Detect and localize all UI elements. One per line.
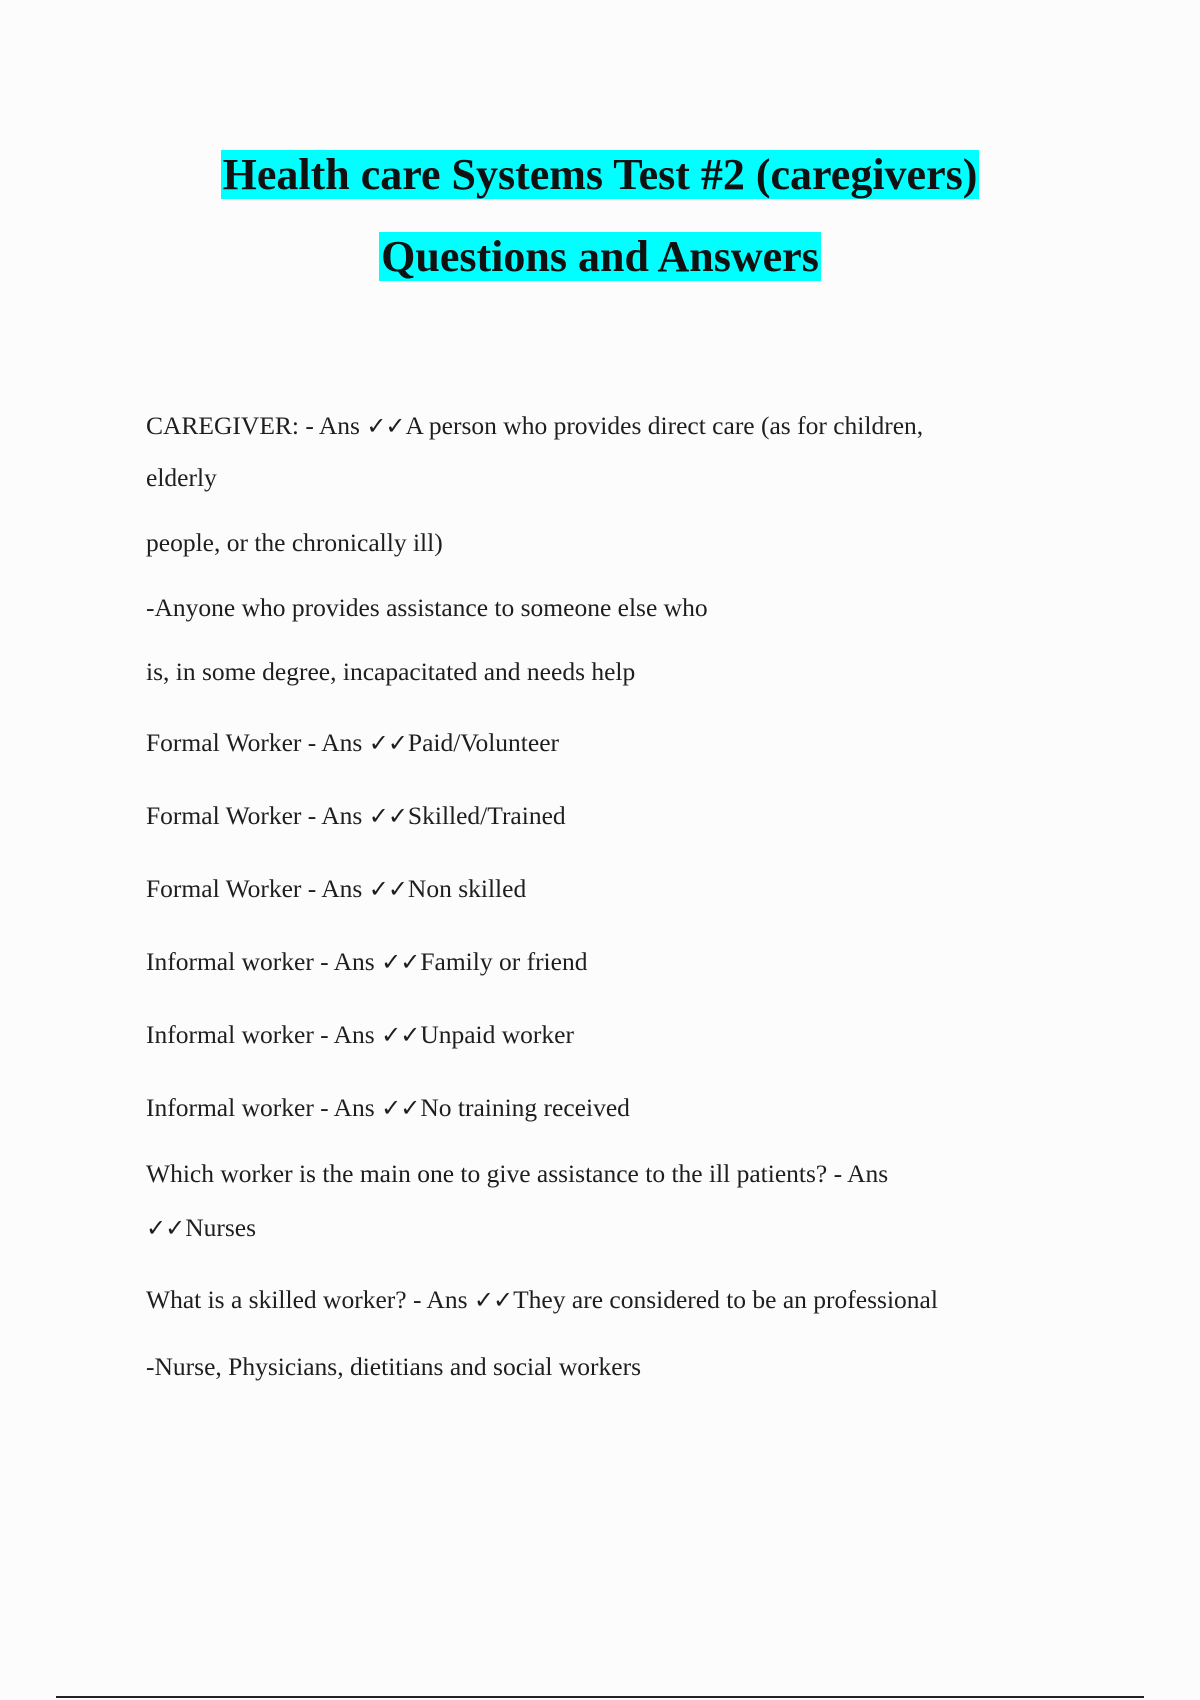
- document-title-line-2: Questions and Answers: [381, 232, 819, 281]
- answer-continuation: elderly: [146, 463, 217, 492]
- question-text: Informal worker - Ans: [146, 947, 382, 976]
- qa-item: [146, 800, 566, 832]
- question-text: Formal Worker - Ans: [146, 728, 369, 757]
- question-text: Formal Worker - Ans: [146, 874, 369, 903]
- question-text: Informal worker - Ans: [146, 1020, 382, 1049]
- question-text: Informal worker - Ans: [146, 1093, 382, 1122]
- question-text: Formal Worker - Ans: [146, 801, 369, 830]
- question-text: What is a skilled worker? - Ans: [146, 1285, 474, 1314]
- answer-text: Family or friend: [420, 947, 588, 976]
- qa-item: [146, 1092, 630, 1124]
- double-check-icon: ✓✓: [381, 1094, 420, 1122]
- qa-item: [146, 873, 526, 905]
- answer-line: [146, 1212, 256, 1244]
- qa-item: [146, 727, 559, 759]
- qa-item: [146, 1284, 938, 1316]
- answer-text: Paid/Volunteer: [407, 728, 560, 757]
- qa-item-caregiver: [146, 410, 923, 442]
- double-check-icon: ✓✓: [366, 412, 405, 440]
- question-text: CAREGIVER: - Ans: [146, 411, 367, 440]
- double-check-icon: ✓✓: [146, 1214, 185, 1242]
- answer-continuation: is, in some degree, incapacitated and needs help: [146, 657, 636, 686]
- qa-item: [146, 1158, 888, 1190]
- qa-item: [146, 1019, 574, 1051]
- answer-text: A person who provides direct care (as for children,: [405, 411, 924, 440]
- document-title-line-1: Health care Systems Test #2 (caregivers): [222, 150, 978, 199]
- double-check-icon: ✓✓: [473, 1286, 513, 1314]
- footer-divider: [56, 1696, 1144, 1698]
- answer-text: They are considered to be an professional: [513, 1285, 938, 1314]
- answer-text: Nurses: [185, 1213, 257, 1242]
- answer-text: Unpaid worker: [420, 1020, 574, 1049]
- question-text: Which worker is the main one to give assistance to the ill patients? - Ans: [146, 1159, 889, 1188]
- double-check-icon: ✓✓: [368, 802, 407, 830]
- answer-text: No training received: [420, 1093, 630, 1122]
- answer-text: Non skilled: [407, 874, 527, 903]
- answer-text: Skilled/Trained: [407, 801, 566, 830]
- answer-continuation: -Nurse, Physicians, dietitians and social workers: [146, 1352, 642, 1381]
- double-check-icon: ✓✓: [381, 1021, 420, 1049]
- answer-continuation: -Anyone who provides assistance to someone else who: [146, 593, 708, 622]
- answer-continuation: people, or the chronically ill): [146, 528, 443, 557]
- double-check-icon: ✓✓: [368, 875, 407, 903]
- double-check-icon: ✓✓: [381, 948, 420, 976]
- qa-item: [146, 946, 587, 978]
- double-check-icon: ✓✓: [368, 729, 407, 757]
